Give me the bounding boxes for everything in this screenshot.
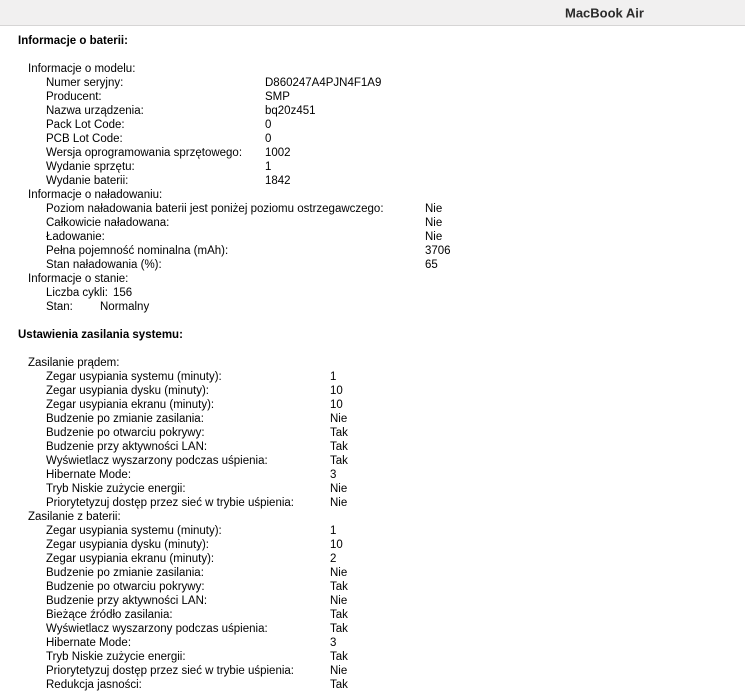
info-row xyxy=(46,90,745,104)
info-row xyxy=(46,468,745,482)
info-row xyxy=(46,608,745,622)
row-label: Zegar usypiania dysku (minuty): xyxy=(46,385,209,397)
row-label: Numer seryjny: xyxy=(46,77,124,89)
row-label: Liczba cykli: xyxy=(46,287,108,299)
row-value: 0 xyxy=(265,133,272,145)
info-row xyxy=(46,454,745,468)
info-row xyxy=(46,118,745,132)
row-label: Wydanie sprzętu: xyxy=(46,161,135,173)
row-label: Wyświetlacz wyszarzony podczas uśpienia: xyxy=(46,455,268,467)
row-label: Priorytetyzuj dostęp przez sieć w trybie uśpienia: xyxy=(46,665,294,677)
info-row xyxy=(46,566,745,580)
info-row xyxy=(46,132,745,146)
info-row xyxy=(46,202,745,216)
info-row xyxy=(46,398,745,412)
window-title: MacBook Air xyxy=(565,5,644,20)
row-value: Tak xyxy=(330,455,348,467)
row-value: 156 xyxy=(113,287,133,299)
info-row xyxy=(46,258,745,272)
row-label: Zegar usypiania systemu (minuty): xyxy=(46,371,222,383)
row-label: Budzenie przy aktywności LAN: xyxy=(46,441,208,453)
system-report-body xyxy=(0,26,745,692)
row-label: Bieżące źródło zasilania: xyxy=(46,609,173,621)
info-row xyxy=(46,174,745,188)
row-value: 10 xyxy=(330,385,343,397)
info-row xyxy=(46,650,745,664)
info-row xyxy=(46,230,745,244)
row-label: Budzenie po zmianie zasilania: xyxy=(46,413,204,425)
row-label: Wydanie baterii: xyxy=(46,175,129,187)
row-label: Hibernate Mode: xyxy=(46,637,132,649)
group-health-info xyxy=(0,272,745,314)
row-value: 10 xyxy=(330,539,343,551)
info-row xyxy=(46,524,745,538)
row-label: Budzenie przy aktywności LAN: xyxy=(46,595,208,607)
row-value: SMP xyxy=(265,91,290,103)
section-title: Informacje o baterii: xyxy=(18,35,128,47)
row-value: Normalny xyxy=(100,301,150,313)
info-row xyxy=(46,426,745,440)
row-label: Całkowicie naładowana: xyxy=(46,217,170,229)
row-label: Nazwa urządzenia: xyxy=(46,105,144,117)
section-title: Ustawienia zasilania systemu: xyxy=(18,329,183,341)
row-label: Zegar usypiania ekranu (minuty): xyxy=(46,399,215,411)
info-row xyxy=(46,440,745,454)
info-row xyxy=(46,580,745,594)
section-battery-info xyxy=(0,34,745,314)
row-value: 1 xyxy=(265,161,272,173)
row-value: Tak xyxy=(330,679,348,691)
row-label: Zegar usypiania systemu (minuty): xyxy=(46,525,222,537)
row-value: 3706 xyxy=(425,245,451,257)
row-value: Tak xyxy=(330,651,348,663)
row-value: Nie xyxy=(330,595,348,607)
row-label: Stan naładowania (%): xyxy=(46,259,162,271)
info-row xyxy=(46,160,745,174)
info-row xyxy=(46,622,745,636)
info-row xyxy=(46,370,745,384)
section-groups xyxy=(0,62,745,314)
row-label: Stan: xyxy=(46,301,73,313)
row-label: Producent: xyxy=(46,91,102,103)
info-row xyxy=(46,412,745,426)
row-value: Tak xyxy=(330,623,348,635)
row-label: Tryb Niskie zużycie energii: xyxy=(46,651,186,663)
row-value: Nie xyxy=(425,231,443,243)
group-ac-power xyxy=(0,356,745,510)
row-value: 1 xyxy=(330,371,337,383)
row-value: Nie xyxy=(425,203,443,215)
info-row xyxy=(46,300,745,314)
info-row xyxy=(46,146,745,160)
group-title: Zasilanie z baterii: xyxy=(28,511,121,523)
row-value: 1 xyxy=(330,525,337,537)
info-row xyxy=(46,244,745,258)
info-row xyxy=(46,636,745,650)
section-power-settings xyxy=(0,328,745,692)
row-value: D860247A4PJN4F1A9 xyxy=(265,77,382,89)
group-title: Informacje o naładowaniu: xyxy=(28,189,163,201)
row-value: Nie xyxy=(330,483,348,495)
row-value: 3 xyxy=(330,637,337,649)
row-label: Zegar usypiania ekranu (minuty): xyxy=(46,553,215,565)
row-value: Tak xyxy=(330,441,348,453)
section-groups xyxy=(0,356,745,692)
group-title: Zasilanie prądem: xyxy=(28,357,120,369)
row-value: 65 xyxy=(425,259,438,271)
row-label: Poziom naładowania baterii jest poniżej poziomu ostrzegawczego: xyxy=(46,203,384,215)
info-row xyxy=(46,552,745,566)
row-label: Ładowanie: xyxy=(46,231,105,243)
row-label: Budzenie po otwarciu pokrywy: xyxy=(46,427,205,439)
row-label: Zegar usypiania dysku (minuty): xyxy=(46,539,209,551)
row-label: Redukcja jasności: xyxy=(46,679,142,691)
row-value: Tak xyxy=(330,581,348,593)
row-label: Budzenie po zmianie zasilania: xyxy=(46,567,204,579)
row-value: Nie xyxy=(330,497,348,509)
group-battery-power xyxy=(0,510,745,692)
row-value: Nie xyxy=(330,567,348,579)
row-label: Tryb Niskie zużycie energii: xyxy=(46,483,186,495)
row-value: 3 xyxy=(330,469,337,481)
row-value: Tak xyxy=(330,609,348,621)
info-row xyxy=(46,496,745,510)
row-label: Hibernate Mode: xyxy=(46,469,132,481)
group-charge-info xyxy=(0,188,745,272)
info-row xyxy=(46,594,745,608)
row-label: Budzenie po otwarciu pokrywy: xyxy=(46,581,205,593)
row-value: 0 xyxy=(265,119,272,131)
group-model-info xyxy=(0,62,745,188)
row-label: Wyświetlacz wyszarzony podczas uśpienia: xyxy=(46,623,268,635)
info-row xyxy=(46,286,745,300)
info-row xyxy=(46,76,745,90)
row-value: Nie xyxy=(330,413,348,425)
row-value: Nie xyxy=(425,217,443,229)
window-titlebar xyxy=(0,0,745,26)
group-title: Informacje o stanie: xyxy=(28,273,129,285)
row-value: 10 xyxy=(330,399,343,411)
row-label: Priorytetyzuj dostęp przez sieć w trybie uśpienia: xyxy=(46,497,294,509)
group-title: Informacje o modelu: xyxy=(28,63,136,75)
row-value: 1002 xyxy=(265,147,291,159)
info-row xyxy=(46,678,745,692)
row-value: 2 xyxy=(330,553,337,565)
row-value: bq20z451 xyxy=(265,105,316,117)
info-row xyxy=(46,538,745,552)
info-row xyxy=(46,384,745,398)
info-row xyxy=(46,664,745,678)
info-row xyxy=(46,216,745,230)
row-label: Pack Lot Code: xyxy=(46,119,125,131)
row-label: PCB Lot Code: xyxy=(46,133,123,145)
row-value: Tak xyxy=(330,427,348,439)
info-row xyxy=(46,104,745,118)
row-value: Nie xyxy=(330,665,348,677)
info-row xyxy=(46,482,745,496)
row-label: Wersja oprogramowania sprzętowego: xyxy=(46,147,243,159)
row-value: 1842 xyxy=(265,175,291,187)
row-label: Pełna pojemność nominalna (mAh): xyxy=(46,245,229,257)
